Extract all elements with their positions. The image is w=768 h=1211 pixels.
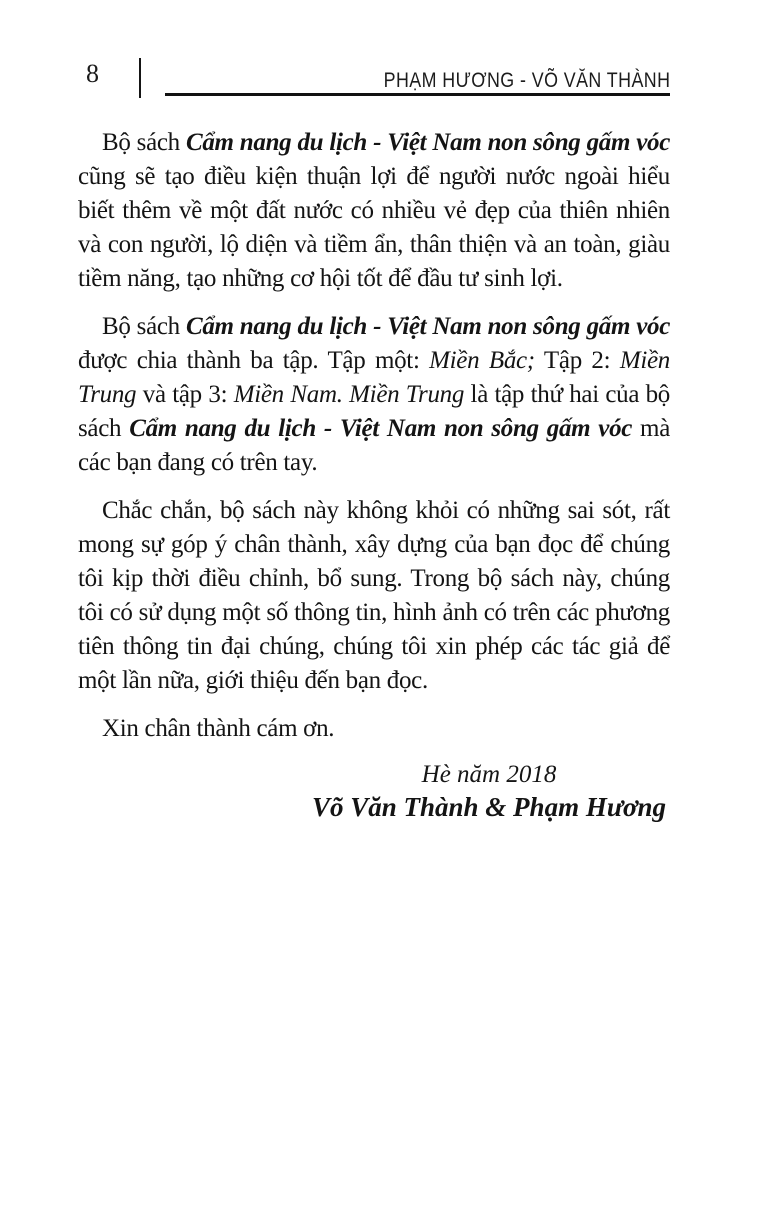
text-run: Miền Bắc; <box>429 347 535 374</box>
paragraph <box>78 126 670 296</box>
text-run: mà các bạn đang có trên tay. <box>78 415 671 476</box>
paragraphs-container <box>78 126 670 746</box>
text-run: Miền Trung <box>78 347 670 408</box>
text-run: Miền Nam. Miền Trung <box>233 381 465 408</box>
text-run: Bộ sách <box>102 313 186 340</box>
page-body <box>78 126 670 824</box>
header-rule <box>165 93 670 96</box>
signature-date-line: Hè năm 2018 <box>421 761 557 788</box>
text-run: cũng sẽ tạo điều kiện thuận lợi để người nước ngoài hiểu biết thêm về một đất nước có nhiều vẻ đẹp của thiên nhiên và con người, lộ diện và tiềm ẩn, thân thiện và an toàn, giàu tiềm năng, tạo những cơ hội tốt để đầu tư sinh lợi. <box>78 163 670 292</box>
signature-block <box>309 760 669 824</box>
text-run: Cẩm nang du lịch - Việt Nam non sông gấm vóc <box>185 129 670 156</box>
page-number: 8 <box>86 59 99 88</box>
text-run: Cẩm nang du lịch - Việt Nam non sông gấm vóc <box>129 415 633 442</box>
text-run: Tập 2: <box>534 347 620 374</box>
text-run: Cẩm nang du lịch - Việt Nam non sông gấm vóc <box>185 313 670 340</box>
paragraph <box>78 310 670 480</box>
text-run: được chia thành ba tập. Tập một: <box>78 347 430 374</box>
paragraph <box>78 494 670 698</box>
text-run: Chắc chắn, bộ sách này không khỏi có những sai sót, rất mong sự góp ý chân thành, xây dựng của bạn đọc để chúng tôi kịp thời điều chỉnh, bổ sung. Trong bộ sách này, chúng tôi có sử dụng một số thông tin, hình ảnh có trên các phương tiên thông tin đại chúng, chúng tôi xin phép các tác giả để một lần nữa, giới thiệu đến bạn đọc. <box>78 497 670 694</box>
signature-authors-line: Võ Văn Thành & Phạm Hương <box>311 792 667 822</box>
paragraph <box>78 712 670 746</box>
running-title: PHẠM HƯƠNG - VÕ VĂN THÀNH <box>383 69 670 92</box>
text-run: là tập thứ hai của bộ sách <box>78 381 671 442</box>
header-divider-bar <box>139 58 141 98</box>
text-run: và tập 3: <box>136 381 234 408</box>
text-run: Bộ sách <box>102 129 186 156</box>
text-run: Xin chân thành cám ơn. <box>102 715 335 742</box>
